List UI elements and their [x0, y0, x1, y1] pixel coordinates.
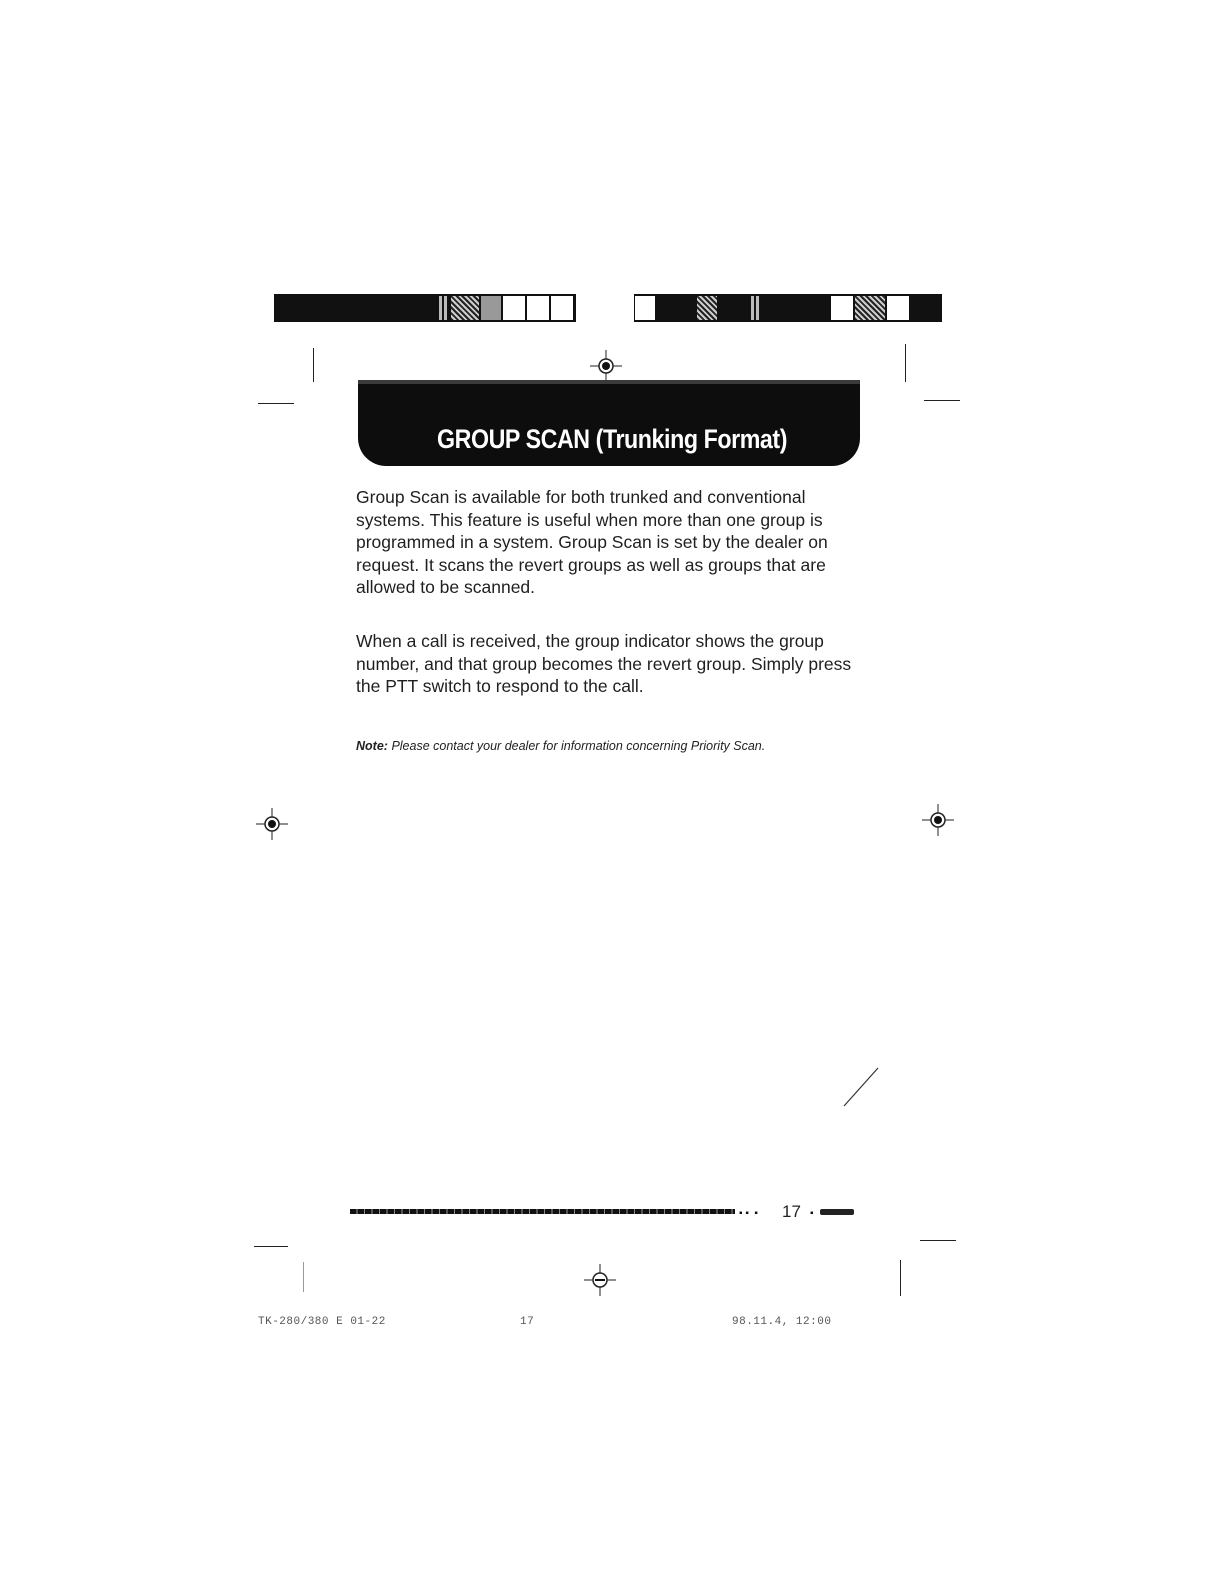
- crop-mark: [900, 1260, 901, 1296]
- footer-tick-marks: ▪ ▪ ▪: [739, 1208, 758, 1219]
- crop-mark: [254, 1246, 288, 1247]
- registration-mark-icon: [920, 802, 956, 838]
- crop-mark: [924, 400, 960, 401]
- color-bar-right: [634, 294, 942, 322]
- slug-date: 98.11.4, 12:00: [732, 1316, 832, 1328]
- page-number: 17: [782, 1202, 801, 1221]
- crop-mark: [258, 403, 294, 404]
- registration-mark-icon: [254, 806, 290, 842]
- note: [356, 738, 856, 754]
- color-bar-left: [274, 294, 576, 322]
- crop-mark: [920, 1240, 956, 1241]
- registration-mark-icon: [582, 1262, 618, 1298]
- note-text: Please contact your dealer for information concerning Priority Scan.: [391, 739, 766, 753]
- footer-tick-marks: ▪: [810, 1208, 814, 1219]
- pen-stroke-icon: [840, 1066, 880, 1108]
- footer-mark: [820, 1209, 854, 1215]
- registration-mark-icon: [588, 348, 624, 384]
- crop-mark: [303, 1262, 304, 1292]
- crop-mark: [313, 348, 314, 382]
- page-title: GROUP SCAN (Trunking Format): [436, 424, 788, 454]
- slug-file: TK-280/380 E 01-22: [258, 1316, 386, 1328]
- footer-rule: [350, 1209, 735, 1214]
- body-paragraph: Group Scan is available for both trunked and conventional systems. This feature is useful when more than one group is programmed in a system. Group Scan is set by the dealer on request. It scans the revert groups as well as groups that are allowed to be scanned.: [356, 487, 828, 597]
- slug-page: 17: [520, 1316, 535, 1328]
- body-paragraph: When a call is received, the group indicator shows the group number, and that group becomes the revert group. Simply press the PTT switch to respond to the call.: [356, 631, 852, 696]
- note-label: Note:: [356, 739, 388, 753]
- crop-mark: [905, 344, 906, 382]
